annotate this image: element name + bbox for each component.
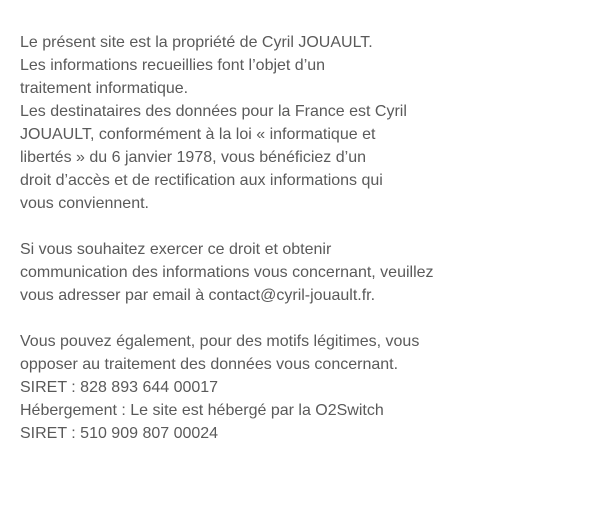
text-line: Vous pouvez également, pour des motifs légitimes, vous bbox=[20, 333, 420, 350]
text-line: droit d’accès et de rectification aux informations qui bbox=[20, 172, 383, 189]
text-line: vous adresser par email à contact@cyril-jouault.fr. bbox=[20, 287, 376, 304]
text-line: Les destinataires des données pour la France est Cyril bbox=[20, 103, 407, 120]
text-line: traitement informatique. bbox=[20, 80, 189, 97]
text-line: vous conviennent. bbox=[20, 195, 149, 212]
hosting-paragraph bbox=[20, 330, 590, 445]
text-line: Le présent site est la propriété de Cyril JOUAULT. bbox=[20, 34, 373, 51]
text-line: libertés » du 6 janvier 1978, vous bénéficiez d’un bbox=[20, 149, 366, 166]
text-line: communication des informations vous concernant, veuillez bbox=[20, 264, 434, 281]
siret-owner: SIRET : 828 893 644 00017 bbox=[20, 379, 219, 396]
text-line: Si vous souhaitez exercer ce droit et obtenir bbox=[20, 241, 332, 258]
hosting-info: Hébergement : Le site est hébergé par la O2Switch bbox=[20, 402, 384, 419]
text-line: opposer au traitement des données vous concernant. bbox=[20, 356, 399, 373]
ownership-paragraph bbox=[20, 31, 590, 215]
siret-host: SIRET : 510 909 807 00024 bbox=[20, 425, 219, 442]
legal-notice bbox=[20, 31, 590, 445]
rights-paragraph bbox=[20, 238, 590, 307]
text-line: JOUAULT, conformément à la loi « informatique et bbox=[20, 126, 376, 143]
text-line: Les informations recueillies font l’objet d’un bbox=[20, 57, 326, 74]
